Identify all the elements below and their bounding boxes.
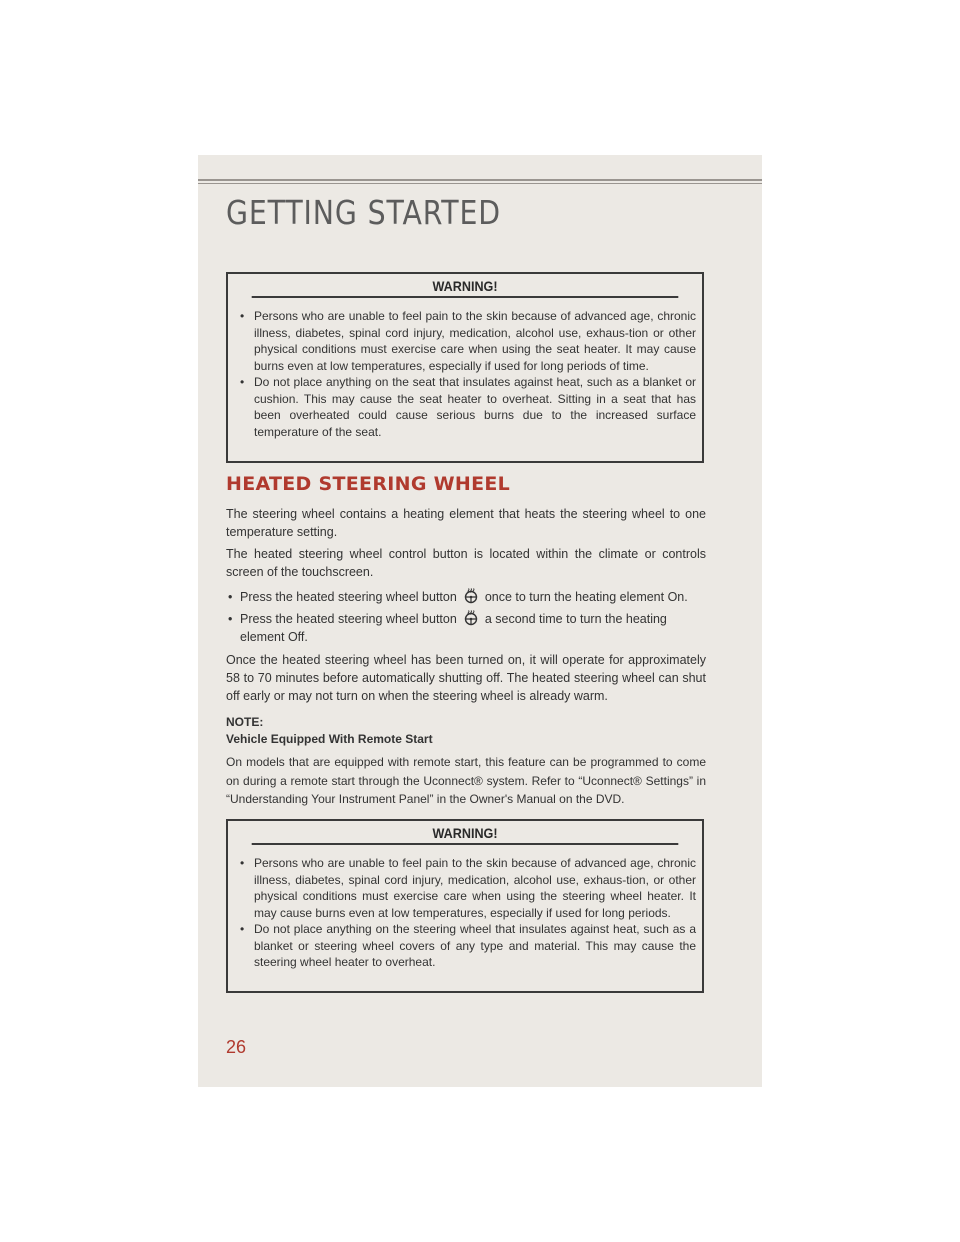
heated-steering-wheel-icon bbox=[463, 610, 479, 626]
heated-steering-wheel-icon bbox=[463, 588, 479, 604]
warning-box-seat-heater bbox=[226, 272, 704, 463]
manual-page bbox=[198, 155, 762, 1087]
warning-title: WARNING! bbox=[252, 821, 679, 845]
warning-title: WARNING! bbox=[252, 274, 679, 298]
operation-paragraph: Once the heated steering wheel has been turned on, it will operate for approximately 58 to 70 minutes before automatically shutting off. The heated steering wheel can shut off early or may not turn on when the steering wheel is already warm. bbox=[226, 653, 706, 703]
warning-item: • Do not place anything on the seat that insulates against heat, such as a blanket or cushion. This may cause the seat heater to overheat. Sitting in a seat that has been overheated could cause serious burns due to the increased surface temperature of the seat. bbox=[240, 374, 696, 440]
heated-steering-wheel-heading: HEATED STEERING WHEEL bbox=[226, 473, 511, 495]
page-number: 26 bbox=[226, 1037, 247, 1057]
note-label: NOTE: bbox=[226, 715, 264, 729]
warning-item: • Persons who are unable to feel pain to the skin because of advanced age, chronic illness, diabetes, spinal cord injury, medication, alcohol use, exhaus-tion, or other physical conditions must exercise care when using the steering wheel heater. It may cause burns even at low temperatures, especially if used for long periods. bbox=[240, 855, 696, 921]
header-rule-thin bbox=[198, 183, 762, 184]
warning-list bbox=[228, 298, 702, 446]
bullet-continuation: element Off. bbox=[240, 630, 308, 644]
control-location-paragraph: The heated steering wheel control button is located within the climate or controls screen of the touchscreen. bbox=[226, 547, 706, 579]
warning-box-steering-heater bbox=[226, 819, 704, 993]
bullet-text: Press the heated steering wheel button bbox=[240, 590, 457, 604]
intro-paragraph: The steering wheel contains a heating element that heats the steering wheel to one temperature setting. bbox=[226, 507, 706, 539]
warning-item: • Do not place anything on the steering wheel that insulates against heat, such as a blanket or steering wheel covers of any type and material. This may cause the steering wheel heater to overheat. bbox=[240, 921, 696, 971]
warning-item: • Persons who are unable to feel pain to the skin because of advanced age, chronic illness, diabetes, spinal cord injury, medication, alcohol use, exhaus-tion or other physical conditions must exercise care when using the seat heater. It may cause burns even at low temperatures, especially if used for long periods of time. bbox=[240, 308, 696, 374]
header-rule bbox=[198, 179, 762, 181]
warning-list bbox=[228, 845, 702, 977]
bullet-turn-off: • Press the heated steering wheel button a second time to turn the heating element Off. bbox=[226, 610, 706, 646]
bullet-turn-on: • Press the heated steering wheel button once to turn the heating element On. bbox=[228, 590, 688, 604]
bullet-text: once to turn the heating element On. bbox=[484, 590, 688, 604]
remote-start-paragraph: On models that are equipped with remote start, this feature can be programmed to come on during a remote start through the Uconnect® system. Refer to “Uconnect® Settings” in “Understanding Your Instrument Panel” in the Owner's Manual on the DVD. bbox=[226, 755, 706, 806]
bullet-text: a second time to turn the heating bbox=[484, 612, 667, 626]
section-title: GETTING STARTED bbox=[226, 193, 501, 232]
bullet-text: Press the heated steering wheel button bbox=[240, 612, 457, 626]
note-subheading: Vehicle Equipped With Remote Start bbox=[226, 732, 433, 746]
